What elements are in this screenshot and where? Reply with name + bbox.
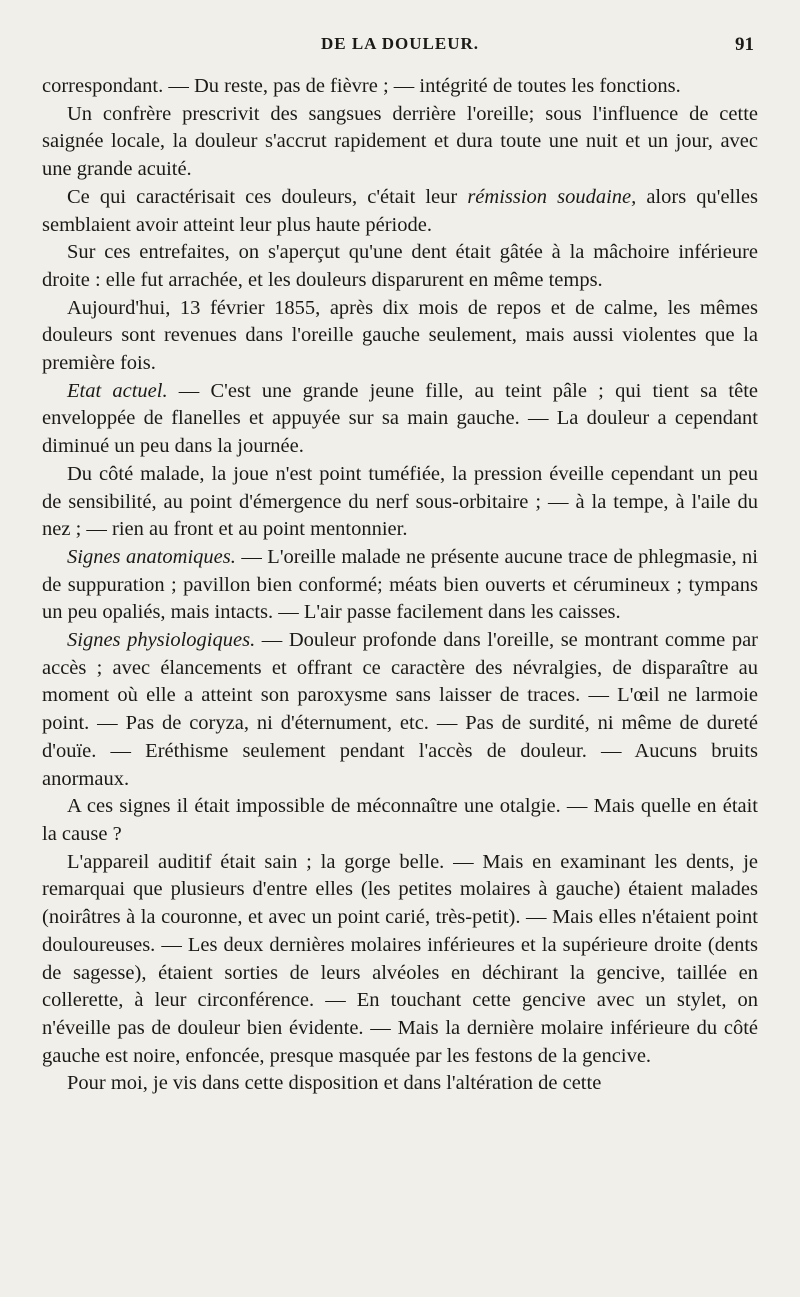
paragraph-text: alors qu'elles semblaient avoir atteint leur plus haute période. bbox=[42, 185, 759, 236]
italic-emphasis: rémission soudaine, bbox=[467, 185, 637, 208]
paragraph-6 bbox=[42, 378, 758, 461]
paragraph-text: Ce qui caractérisait ces douleurs, c'était leur bbox=[67, 185, 468, 208]
paragraph-text: Pour moi, je vis dans cette disposition et dans l'altération de cette bbox=[67, 1072, 602, 1095]
section-lead: Signes anatomiques. bbox=[67, 545, 236, 568]
paragraph-4 bbox=[42, 239, 758, 294]
page-number: 91 bbox=[735, 34, 754, 55]
paragraph-text: Sur ces entrefaites, on s'aperçut qu'une dent était gâtée à la mâchoire inférieure droite : elle fut arrachée, et les douleurs disparurent en même temps. bbox=[42, 241, 758, 291]
paragraph-text: — C'est une grande jeune fille, au teint pâle ; qui tient sa tête enveloppée de flanelles et appuyée sur sa main gauche. — La douleur a cependant diminué un peu dans la journée. bbox=[42, 379, 758, 458]
paragraph-7 bbox=[42, 461, 758, 544]
running-header bbox=[0, 34, 800, 60]
paragraph-text: Aujourd'hui, 13 février 1855, après dix mois de repos et de calme, les mêmes douleurs sont revenues dans l'oreille gauche seulement, mais aussi violentes que la première fois. bbox=[42, 296, 758, 375]
paragraph-text: — L'oreille malade ne présente aucune trace de phlegmasie, ni de suppuration ; pavillon bien conformé; méats bien ouverts et cérumineux ; tympans un peu opaliés, mais intacts. — L'air passe facilement dans les caisses. bbox=[42, 545, 759, 624]
paragraph-text: A ces signes il était impossible de méconnaître une otalgie. — Mais quelle en était la cause ? bbox=[42, 795, 758, 845]
paragraph-3 bbox=[42, 184, 758, 239]
paragraph-text: — Douleur profonde dans l'oreille, se montrant comme par accès ; avec élancements et offrant ce caractère des névralgies, de disparaître au moment où elle a atteint son paroxysme sans laisser de traces. — L'œil ne larmoie point. — Pas de coryza, ni d'éternument, etc. — Pas de surdité, ni même de dureté d'ouïe. — Eréthisme seulement pendant l'accès de douleur. — Aucuns bruits anormaux. bbox=[42, 629, 758, 790]
paragraph-text: Un confrère prescrivit des sangsues derrière l'oreille; sous l'influence de cette saignée locale, la douleur s'accrut rapidement et dura toute une nuit et un jour, avec une grande acuité. bbox=[42, 102, 758, 181]
paragraph-1 bbox=[42, 73, 758, 101]
paragraph-2 bbox=[42, 101, 758, 184]
paragraph-8 bbox=[42, 544, 758, 627]
paragraph-text: correspondant. — Du reste, pas de fièvre ; — intégrité de toutes les fonctions. bbox=[42, 75, 681, 97]
section-lead: Signes physiologiques. bbox=[67, 629, 256, 652]
body-text bbox=[42, 73, 758, 1098]
paragraph-9 bbox=[42, 627, 758, 793]
running-title: DE LA DOULEUR. bbox=[320, 34, 480, 53]
section-lead: Etat actuel. bbox=[67, 379, 168, 402]
paragraph-11 bbox=[42, 849, 758, 1071]
paragraph-5 bbox=[42, 295, 758, 378]
paragraph-12 bbox=[42, 1070, 758, 1098]
paragraph-10 bbox=[42, 793, 758, 848]
paragraph-text: Du côté malade, la joue n'est point tuméfiée, la pression éveille cependant un peu de sensibilité, au point d'émergence du nerf sous-orbitaire ; — à la tempe, à l'aile du nez ; — rien au front et au point mentonnier. bbox=[42, 462, 758, 541]
paragraph-text: L'appareil auditif était sain ; la gorge belle. — Mais en examinant les dents, je remarquai que plusieurs d'entre elles (les petites molaires à gauche) étaient malades (noirâtres à la couronne, et avec un point carié, très-petit). — Mais elles n'étaient point douloureuses. — Les deux dernières molaires inférieures et la supérieure droite (dents de sagesse), étaient sorties de leurs alvéoles en déchirant la gencive, taillée en collerette, à leur circonférence. — En touchant cette gencive avec un stylet, on n'éveille pas de douleur bien évidente. — Mais la dernière molaire inférieure du côté gauche est noire, enfoncée, presque masquée par les festons de la gencive. bbox=[42, 850, 758, 1067]
